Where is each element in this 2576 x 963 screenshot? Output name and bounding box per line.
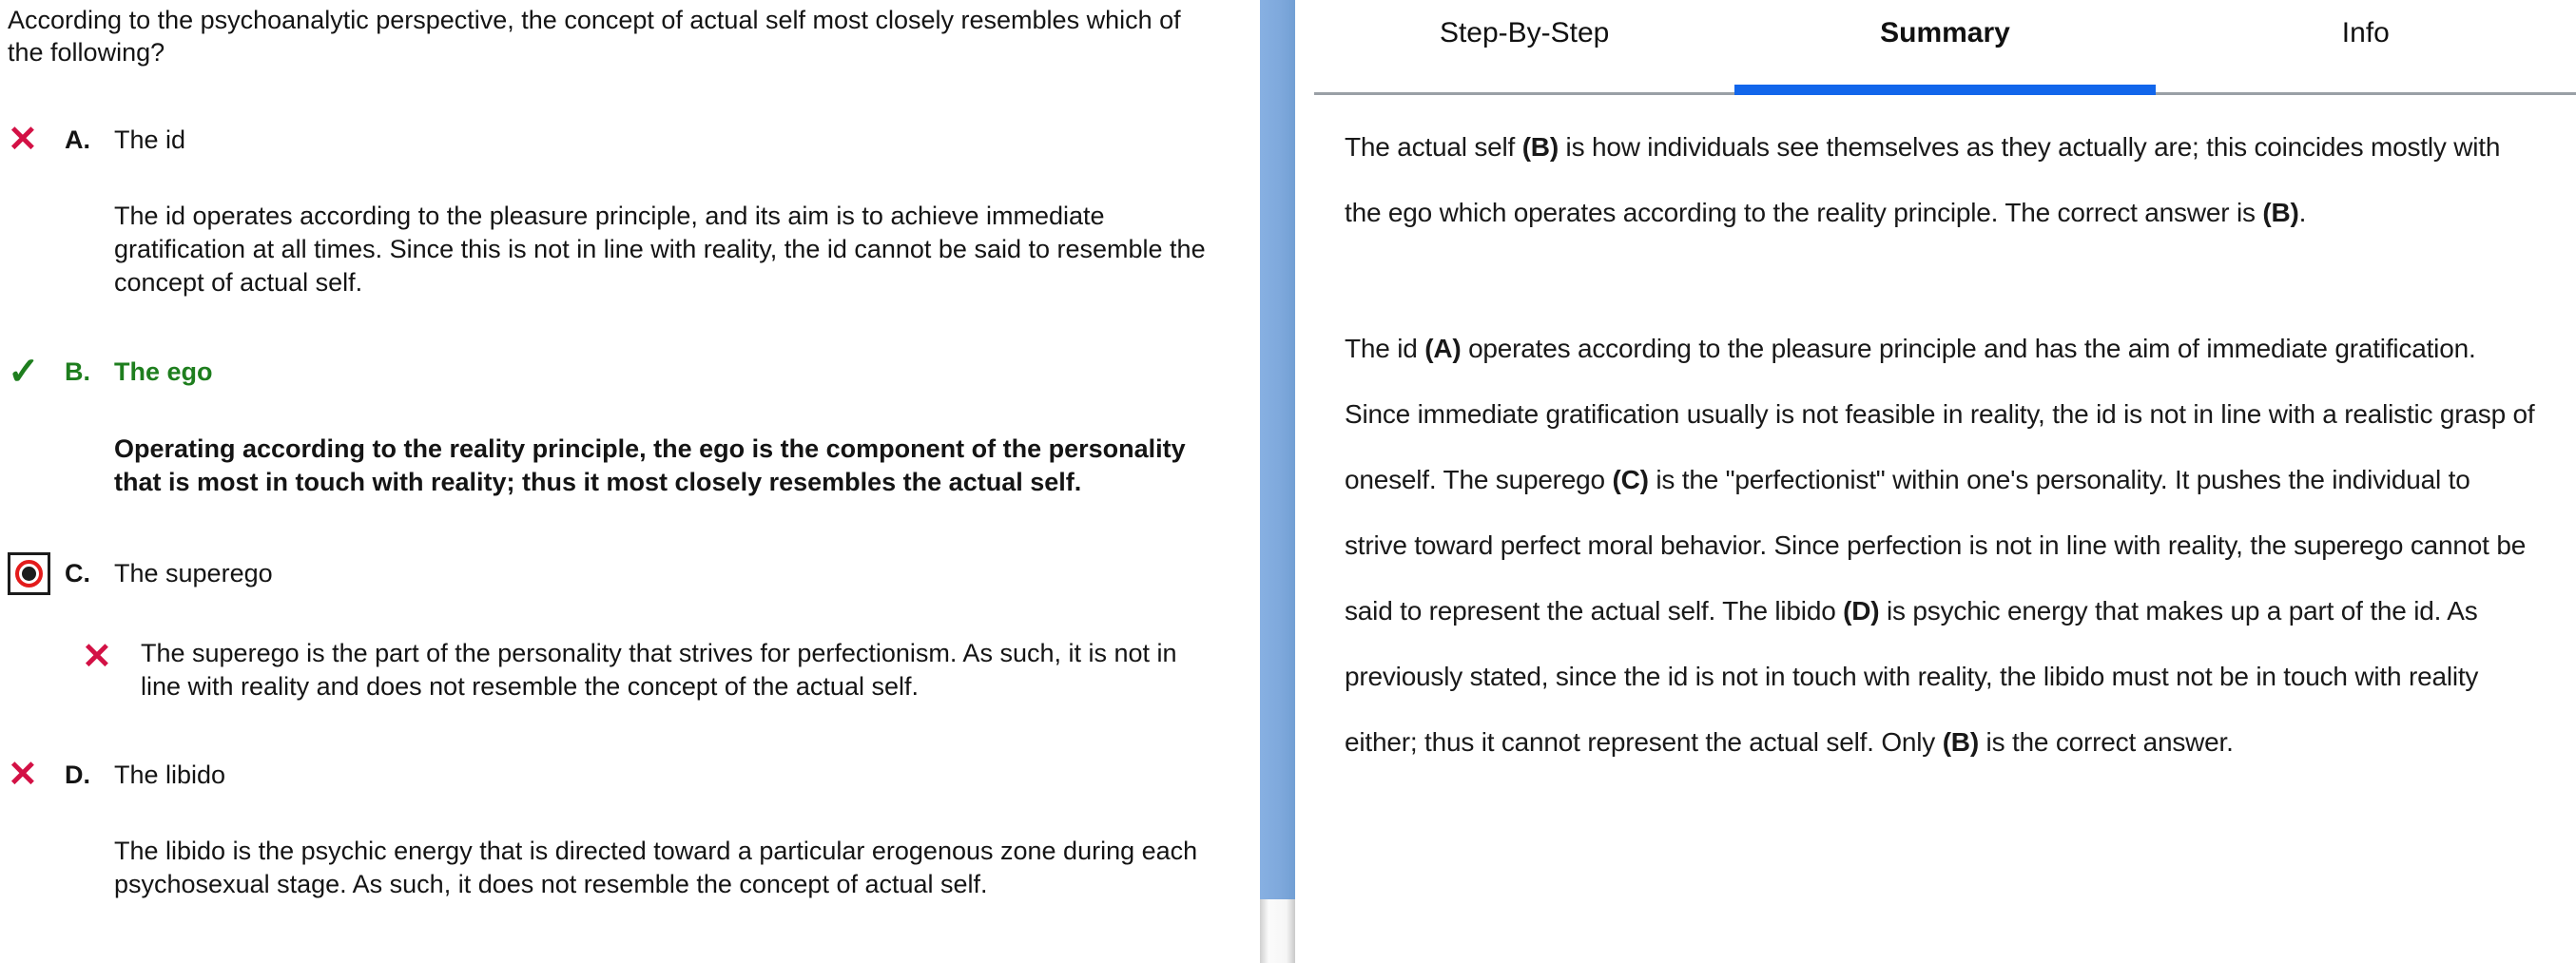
option-explanation-text: Operating according to the reality principle, the ego is the component of the personality that is most in touch with reality; thus it most closely resembles the actual self. [114, 434, 1186, 496]
cross-icon: ✕ [8, 120, 38, 160]
option-letter: C. [65, 559, 90, 587]
explanation-icon-slot [82, 637, 141, 703]
option-explanation [114, 433, 1244, 499]
answer-options [8, 122, 1244, 901]
option-row[interactable] [8, 122, 1244, 158]
option-row[interactable] [8, 353, 1244, 391]
option-label: The ego [114, 356, 213, 386]
option-explanation-text: The libido is the psychic energy that is directed toward a particular erogenous zone during each psychosexual stage. As such, it does not resemble the concept of actual self. [114, 837, 1198, 898]
option-row[interactable] [8, 757, 1244, 793]
tab-summary[interactable]: Summary [1734, 0, 2155, 92]
scrollbar-thumb[interactable] [1260, 0, 1295, 899]
option-explanation [82, 637, 1244, 703]
option-letter: B. [65, 356, 90, 386]
option-explanation-text: The id operates according to the pleasure principle, and its aim is to achieve immediate gratification at all times. Since this is not in line with reality, the id cannot be said to resemble the concept of actual self. [114, 202, 1206, 297]
answer-option-a [8, 122, 1244, 299]
option-explanation-text: The superego is the part of the personality that strives for perfectionism. As such, it is not in line with reality and does not resemble the concept of the actual self. [141, 639, 1177, 701]
selected-radio-icon[interactable] [8, 552, 50, 595]
option-status-icon-slot [8, 353, 65, 391]
radio-ring [15, 560, 43, 587]
tab-info[interactable]: Info [2341, 17, 2390, 48]
option-letter: D. [65, 760, 90, 789]
option-status-icon-slot [8, 122, 65, 158]
cross-icon: ✕ [82, 637, 112, 677]
option-explanation [114, 200, 1244, 299]
summary-paragraph: The actual self (B) is how individuals see themselves as they actually are; this coincides mostly with the ego which operates according to the reality principle. The correct answer is (B). [1345, 132, 2501, 227]
tab-step-by-step[interactable]: Step-By-Step [1439, 17, 1610, 48]
option-status-icon-slot [8, 552, 65, 595]
check-icon: ✓ [8, 351, 40, 393]
cross-icon: ✕ [8, 755, 38, 795]
question-panel [0, 0, 1251, 963]
answer-option-b [8, 353, 1244, 499]
answer-option-c [8, 552, 1244, 703]
option-label: The superego [114, 559, 273, 587]
option-label: The libido [114, 760, 226, 789]
radio-dot [22, 567, 36, 581]
answer-option-d [8, 757, 1244, 901]
option-label: The id [114, 125, 186, 154]
option-status-icon-slot [8, 757, 65, 793]
panel-divider-scrollbar[interactable] [1260, 0, 1295, 963]
explanation-panel [1295, 0, 2576, 963]
option-explanation [114, 835, 1244, 901]
explanation-content [1295, 95, 2576, 775]
tab-bar [1314, 0, 2576, 95]
option-row[interactable] [8, 552, 1244, 595]
summary-paragraph: The id (A) operates according to the pleasure principle and has the aim of immediate gratification. Since immediate gratification usually is not feasible in reality, the id is not in line with a realistic grasp of oneself. The superego (C) is the "perfectionist" within one's personality. It pushes the individual to strive toward perfect moral behavior. Since perfection is not in line with reality, the superego cannot be said to represent the actual self. The libido (D) is psychic energy that makes up a part of the id. As previously stated, since the id is not in touch with reality, the libido must not be in touch with reality either; thus it cannot represent the actual self. Only (B) is the correct answer. [1345, 334, 2535, 757]
option-letter: A. [65, 125, 90, 154]
question-text: According to the psychoanalytic perspective, the concept of actual self most closely resembles which of the following? [8, 6, 1181, 67]
